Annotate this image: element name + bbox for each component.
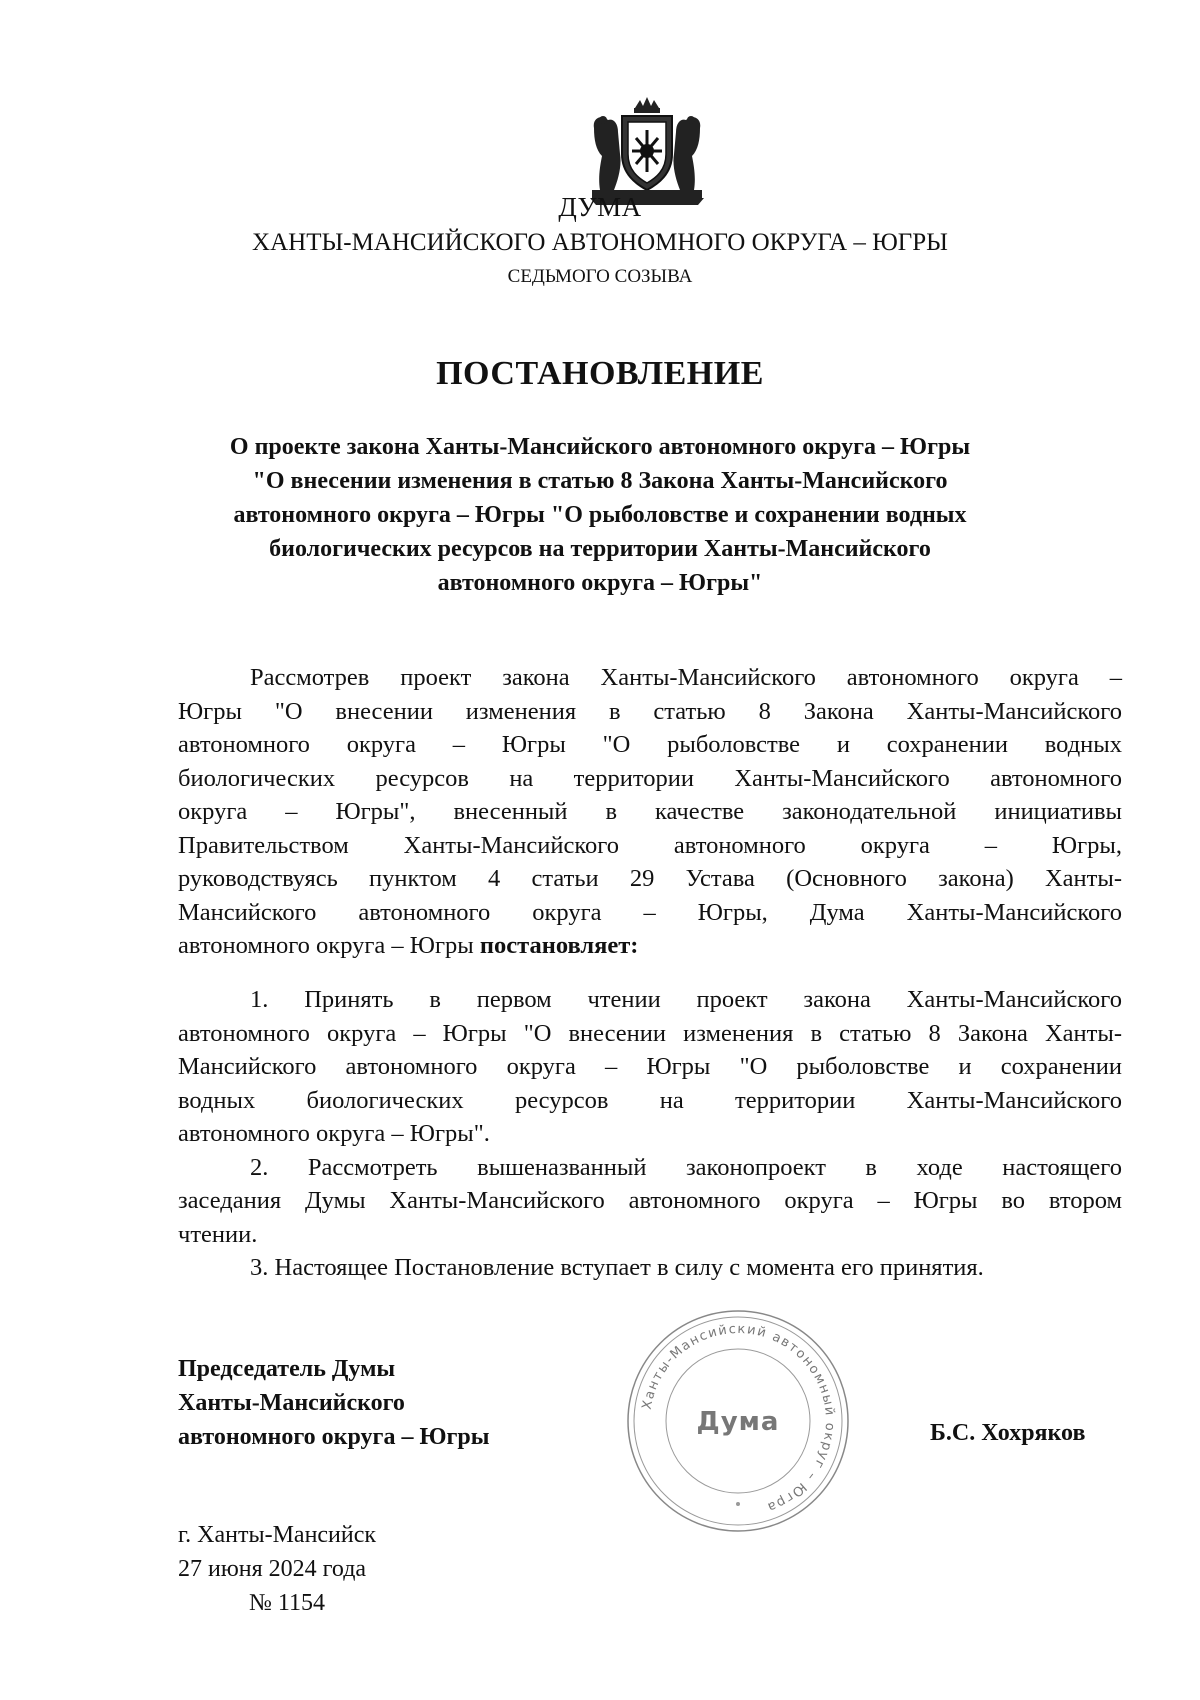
document-subject	[180, 430, 1020, 600]
paragraph-line: округа – Югры", внесенный в качестве законодательной инициативы	[178, 798, 1122, 825]
document-type-title: ПОСТАНОВЛЕНИЕ	[436, 355, 764, 392]
preamble-paragraph	[178, 661, 1122, 963]
document-number: № 1154	[249, 1590, 326, 1616]
paragraph-line: руководствуясь пунктом 4 статьи 29 Устава (Основного закона) Ханты-	[178, 865, 1122, 892]
signatory-title-line: автономного округа – Югры	[178, 1424, 490, 1450]
item-1-line: водных биологических ресурсов на территории Ханты-Мансийского	[178, 1086, 1122, 1114]
organization-region: ХАНТЫ-МАНСИЙСКОГО АВТОНОМНОГО ОКРУГА – ЮГРЫ	[252, 229, 948, 256]
city: г. Ханты-Мансийск	[178, 1522, 377, 1548]
official-seal-stamp	[625, 1308, 851, 1534]
item-1-line: 1. Принять в первом чтении проект закона Ханты-Мансийского	[250, 986, 1122, 1013]
paragraph-line: автономного округа – Югры "О рыболовстве и сохранении водных	[178, 731, 1122, 758]
subject-line: О проекте закона Ханты-Мансийского автономного округа – Югры	[229, 434, 971, 460]
paragraph-line: Рассмотрев проект закона Ханты-Мансийского автономного округа –	[250, 664, 1122, 691]
subject-line: биологических ресурсов на территории Ханты-Мансийского	[269, 536, 931, 562]
item-2-line: чтении.	[178, 1220, 258, 1248]
subject-line: "О внесении изменения в статью 8 Закона Ханты-Мансийского	[252, 468, 948, 494]
paragraph-line: биологических ресурсов на территории Ханты-Мансийского автономного	[178, 764, 1122, 792]
resolves-keyword: постановляет:	[479, 932, 639, 959]
seal-center-text: Дума	[696, 1407, 780, 1437]
paragraph-line: Мансийского автономного округа – Югры, Дума Ханты-Мансийского	[178, 898, 1122, 926]
document-date: 27 июня 2024 года	[178, 1556, 367, 1582]
item-2-line: заседания Думы Ханты-Мансийского автономного округа – Югры во втором	[178, 1187, 1122, 1214]
item-3-line: 3. Настоящее Постановление вступает в силу с момента его принятия.	[250, 1254, 984, 1281]
item-2-line: 2. Рассмотреть вышеназванный законопроект в ходе настоящего	[250, 1153, 1122, 1181]
paragraph-line	[178, 929, 1122, 963]
subject-line: автономного округа – Югры"	[437, 570, 763, 596]
signatory-title-line: Ханты-Мансийского	[178, 1390, 405, 1416]
organization-name: ДУМА	[558, 192, 642, 222]
item-1-line: автономного округа – Югры "О внесении изменения в статью 8 Закона Ханты-	[178, 1019, 1122, 1047]
seal-ring-text: Ханты-Мансийский автономный округ – Югра	[639, 1321, 838, 1515]
document-footer	[178, 1518, 376, 1620]
item-1-line: Мансийского автономного округа – Югры "О рыболовстве и сохранении	[178, 1053, 1122, 1080]
subject-line: автономного округа – Югры "О рыболовстве и сохранении водных	[233, 502, 967, 528]
paragraph-line: Правительством Ханты-Мансийского автономного округа – Югры,	[178, 831, 1122, 859]
paragraph-line: Югры "О внесении изменения в статью 8 Закона Ханты-Мансийского	[178, 697, 1122, 725]
resolution-items	[178, 983, 1122, 1285]
coat-of-arms-emblem	[588, 94, 706, 206]
item-1-line: автономного округа – Югры".	[178, 1120, 490, 1147]
convocation: СЕДЬМОГО СОЗЫВА	[507, 266, 693, 287]
signatory-title	[178, 1352, 489, 1454]
signatory-name: Б.С. Хохряков	[930, 1420, 1086, 1446]
paragraph-line-text: автономного округа – Югры	[178, 932, 480, 959]
signatory-title-line: Председатель Думы	[178, 1356, 396, 1382]
